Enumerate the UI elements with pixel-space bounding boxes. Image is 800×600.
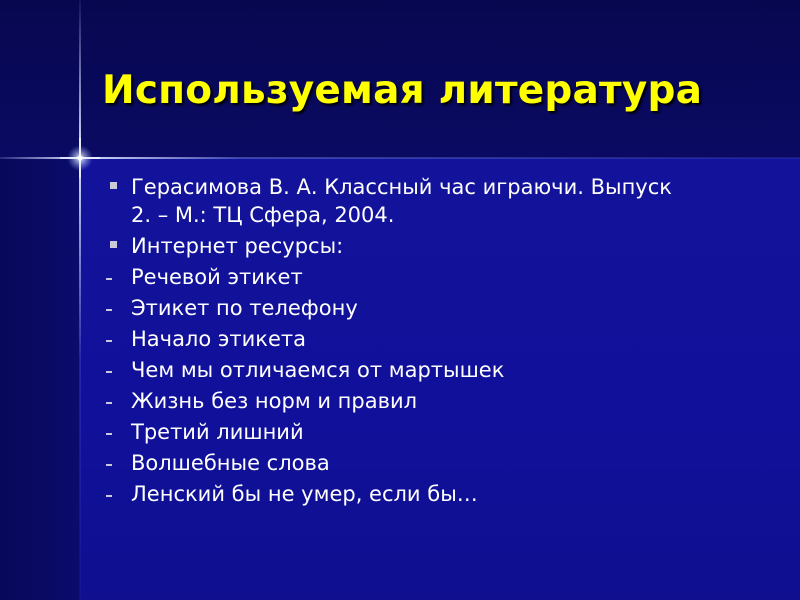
list-item-text: Герасимова В. А. Классный час играючи. Выпуск	[131, 175, 672, 199]
list-item-text: Этикет по телефону	[131, 296, 358, 320]
list-item-text: Интернет ресурсы:	[131, 234, 344, 258]
square-bullet-icon	[110, 182, 117, 189]
dash-bullet-icon	[106, 464, 112, 466]
dash-bullet-icon	[106, 309, 112, 311]
slide-left-band	[0, 158, 80, 600]
horizontal-accent-line	[0, 157, 800, 159]
list-item-text: Жизнь без норм и правил	[131, 389, 418, 413]
dash-bullet-icon	[106, 402, 112, 404]
list-item-text: Третий лишний	[131, 420, 304, 444]
list-item-text: Начало этикета	[131, 327, 306, 351]
vertical-accent-line	[79, 0, 81, 600]
list-item-text: Волшебные слова	[131, 451, 330, 475]
list-item-text: Чем мы отличаемся от мартышек	[131, 358, 505, 382]
dash-bullet-icon	[106, 495, 112, 497]
dash-bullet-icon	[106, 340, 112, 342]
dash-bullet-icon	[106, 278, 112, 280]
list-item-text-continued: 2. – М.: ТЦ Сфера, 2004.	[131, 203, 395, 227]
list-item-text: Ленский бы не умер, если бы…	[131, 482, 478, 506]
slide-title: Используемая литература	[102, 68, 703, 113]
square-bullet-icon	[110, 241, 117, 248]
dash-bullet-icon	[106, 371, 112, 373]
dash-bullet-icon	[106, 433, 112, 435]
list-item-text: Речевой этикет	[131, 265, 303, 289]
